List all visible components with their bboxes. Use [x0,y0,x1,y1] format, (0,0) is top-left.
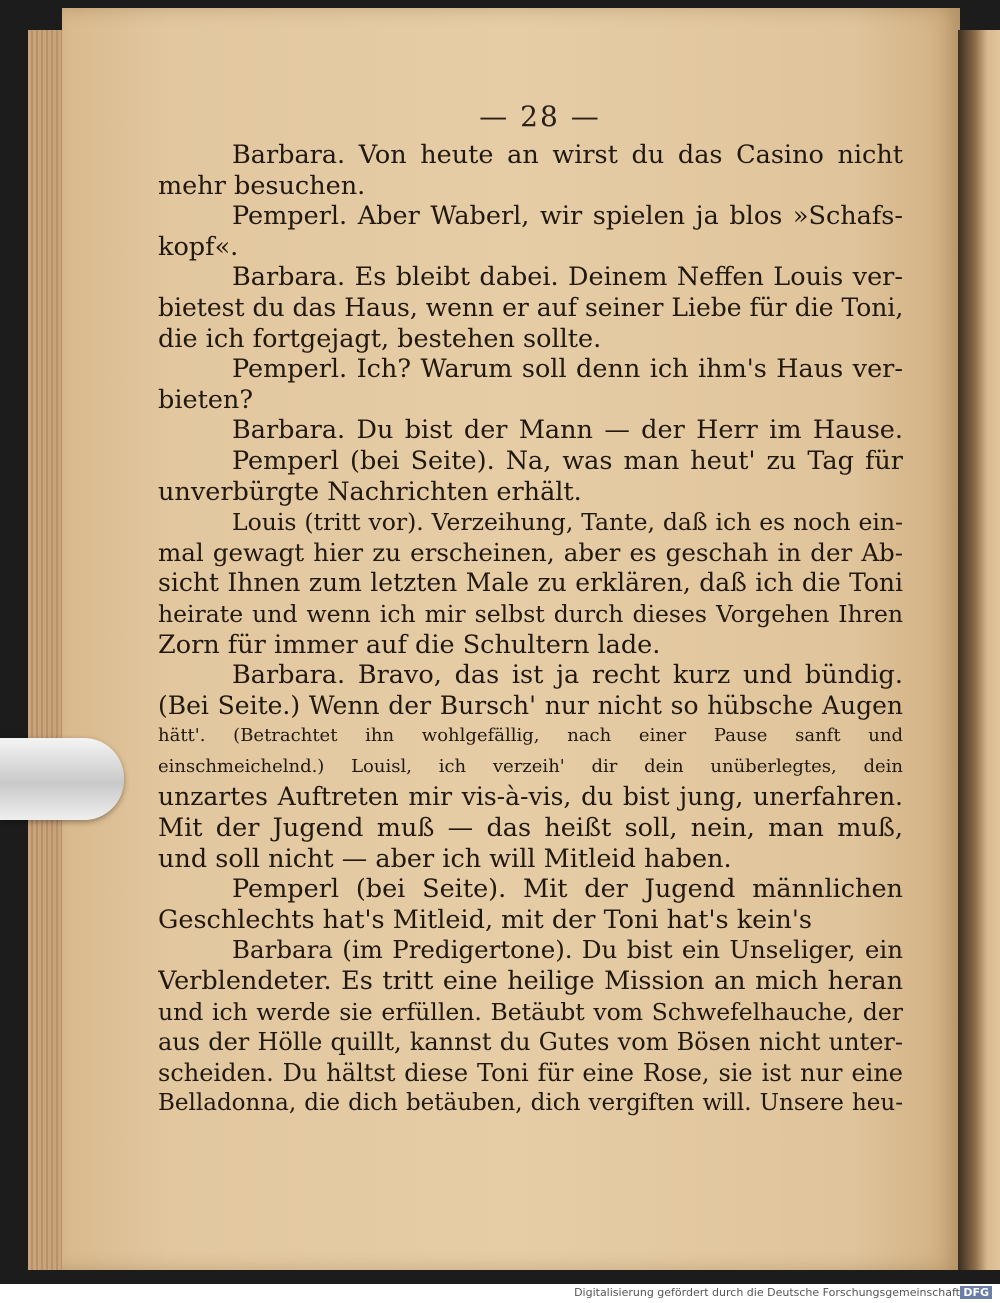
dfg-logo-icon: DFG [960,1286,992,1299]
page-number: — 28 — [479,100,601,133]
footer-credit: Digitalisierung gefördert durch die Deutsche Forschungsgemeinschaft [574,1286,960,1299]
text-line: mal gewagt hier zu erscheinen, aber es geschah in der Ab- [158,537,903,567]
body-text [158,140,903,1119]
text-line: scheiden. Du hältst diese Toni für eine Rose, sie ist nur eine [158,1058,903,1087]
text-line: Barbara. Es bleibt dabei. Deinem Neffen Louis ver- [232,262,903,293]
text-line: aus der Hölle quillt, kannst du Gutes vom Bösen nicht unter- [158,1028,903,1057]
text-line: Barbara. Bravo, das ist ja recht kurz und bündig. [232,660,903,691]
page-tab-marker [0,738,124,820]
text-line: Pemperl. Aber Waberl, wir spielen ja blos »Schafs- [232,201,903,232]
text-line: unverbürgte Nachrichten erhält. [158,476,582,507]
text-line: die ich fortgejagt, bestehen sollte. [158,323,602,354]
text-line: Belladonna, die dich betäuben, dich vergiften will. Unsere heu- [158,1090,903,1117]
text-line: heirate und wenn ich mir selbst durch dieses Vorgehen Ihren [158,599,903,628]
text-line: bietest du das Haus, wenn er auf seiner Liebe für die Toni, [158,292,903,322]
text-line: und ich werde sie erfüllen. Betäubt vom Schwefelhauche, der [158,997,903,1026]
text-line: Barbara. Von heute an wirst du das Casino nicht [232,140,903,170]
text-line: Louis (tritt vor). Verzeihung, Tante, daß ich es noch ein- [232,508,903,537]
text-line: mehr besuchen. [158,170,366,201]
book-gutter-right [958,30,1000,1270]
text-line: Pemperl. Ich? Warum soll denn ich ihm's Haus ver- [232,354,903,385]
text-line: Zorn für immer auf die Schultern lade. [158,629,661,660]
footer-bar [0,1284,1000,1303]
text-line: Barbara (im Predigertone). Du bist ein Unseliger, ein [232,935,903,965]
text-line: unzartes Auftreten mir vis-à-vis, du bist jung, unerfahren. [158,782,903,812]
text-line: Mit der Jugend muß — das heißt soll, nein, man muß, [158,813,903,844]
text-line: einschmeichelnd.) Louisl, ich verzeih' dir dein unüberlegtes, dein [158,755,903,777]
text-line: kopf«. [158,231,239,262]
text-line: Verblendeter. Es tritt eine heilige Mission an mich heran [158,966,903,997]
text-line: Geschlechts hat's Mitleid, mit der Toni hat's kein's [158,904,812,935]
text-line: bieten? [158,384,254,415]
text-line: Pemperl (bei Seite). Mit der Jugend männlichen [232,874,903,905]
text-line: sicht Ihnen zum letzten Male zu erklären, daß ich die Toni [158,568,903,598]
text-line: Barbara. Du bist der Mann — der Herr im Hause. [232,415,903,446]
text-line: hätt'. (Betrachtet ihn wohlgefällig, nach einer Pause sanft und [158,725,903,747]
text-line: Pemperl (bei Seite). Na, was man heut' zu Tag für [232,445,903,476]
text-line: (Bei Seite.) Wenn der Bursch' nur nicht so hübsche Augen [158,690,903,720]
text-line: und soll nicht — aber ich will Mitleid haben. [158,843,732,874]
